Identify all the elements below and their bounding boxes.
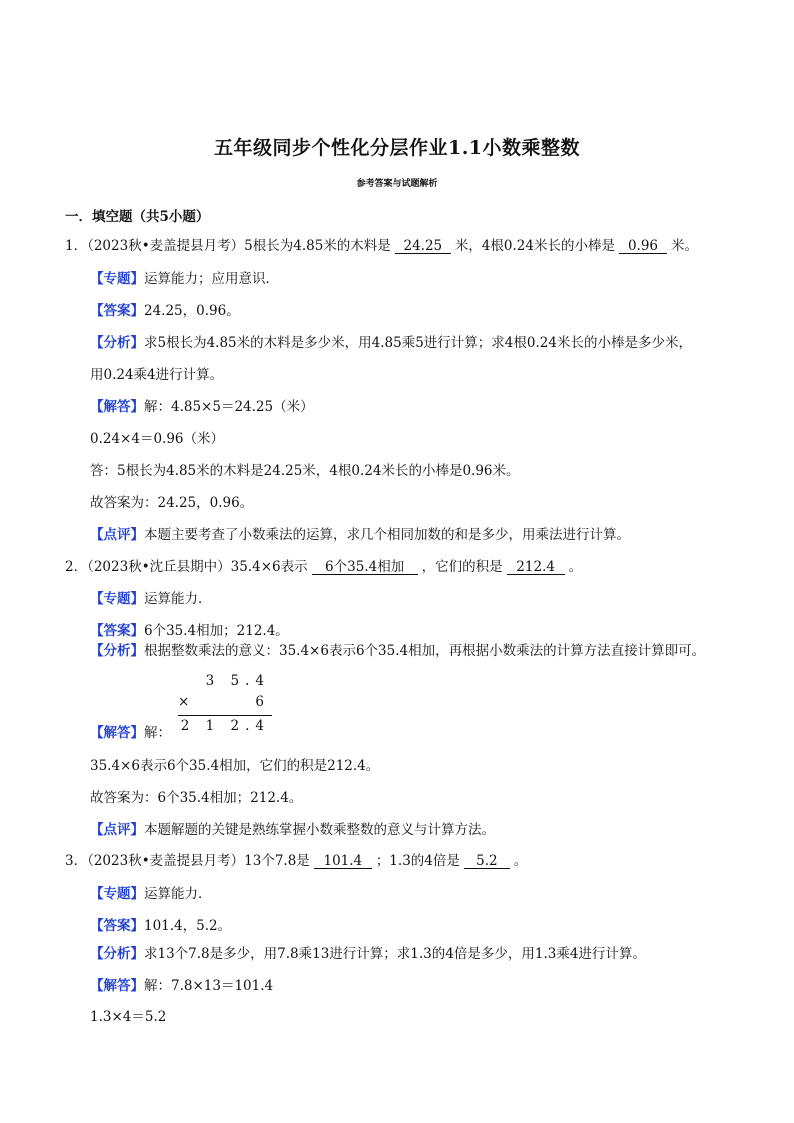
q1-answer: 【答案】24.25，0.96。 <box>90 303 240 319</box>
calc-times-sign: × <box>178 694 190 710</box>
calc-product: 2 1 2.4 <box>180 718 270 734</box>
q1-analysis-cont: 用0.24乘4进行计算。 <box>90 367 224 383</box>
q1-solution-2: 0.24×4＝0.96（米） <box>90 431 225 447</box>
q1-topic: 【专题】运算能力；应用意识． <box>90 271 279 287</box>
q2-blank-2: 212.4 <box>507 560 565 575</box>
q2-topic: 【专题】运算能力． <box>90 591 212 607</box>
q2-stem: 2．（2023秋•沈丘县期中）35.4×6表示 6个35.4相加 ，它们的积是 212.4 。 <box>65 559 583 575</box>
q3-topic: 【专题】运算能力． <box>90 886 212 902</box>
q1-analysis: 【分析】求5根长为4.85米的木料是多少米，用4.85乘5进行计算；求4根0.24米长的小棒是多少米， <box>90 335 692 351</box>
calc-rule <box>178 715 272 716</box>
q1-solution-3: 答：5根长为4.85米的木料是24.25米，4根0.24米长的小棒是0.96米。 <box>90 463 520 479</box>
q1-blank-2: 0.96 <box>619 239 667 254</box>
q1-comment: 【点评】本题主要考查了小数乘法的运算，求几个相同加数的和是多少，用乘法进行计算。 <box>90 527 630 543</box>
q1-solution: 【解答】解：4.85×5＝24.25（米） <box>90 399 314 415</box>
q2-analysis: 【分析】根据整数乘法的意义：35.4×6表示6个35.4相加，再根据小数乘法的计算方法直接计算即可。 <box>90 643 706 659</box>
q1-solution-4: 故答案为：24.25，0.96。 <box>90 495 254 511</box>
page-subtitle: 参考答案与试题解析 <box>356 179 438 189</box>
q2-blank-1: 6个35.4相加 <box>312 560 418 575</box>
q3-analysis: 【分析】求13个7.8是多少，用7.8乘13进行计算；求1.3的4倍是多少，用1.3乘4进行计算。 <box>90 946 646 962</box>
section-heading: 一．填空题（共5小题） <box>65 209 210 225</box>
q3-stem: 3．（2023秋•麦盖提县月考）13个7.8是 101.4 ；1.3的4倍是 5.2 。 <box>65 853 528 869</box>
page-title: 五年级同步个性化分层作业1.1小数乘整数 <box>213 137 581 159</box>
vertical-multiplication <box>178 673 272 739</box>
q2-answer: 【答案】6个35.4相加；212.4。 <box>90 623 289 639</box>
calc-multiplicand: 3 5.4 <box>205 673 270 689</box>
q1-stem: 1．（2023秋•麦盖提县月考）5根长为4.85米的木料是 24.25 米，4根0.24米长的小棒是 0.96 米。 <box>65 238 698 254</box>
q3-answer: 【答案】101.4，5.2。 <box>90 918 232 934</box>
q1-blank-1: 24.25 <box>395 239 451 254</box>
q3-blank-1: 101.4 <box>314 854 372 869</box>
q2-comment: 【点评】本题解题的关键是熟练掌握小数乘整数的意义与计算方法。 <box>90 822 495 838</box>
q3-blank-2: 5.2 <box>464 854 510 869</box>
q2-solution: 【解答】解： <box>90 725 171 741</box>
q3-solution: 【解答】解：7.8×13＝101.4 <box>90 978 274 994</box>
q2-solution-2: 35.4×6表示6个35.4相加，它们的积是212.4。 <box>90 758 380 774</box>
calc-multiplier: 6 <box>255 694 270 710</box>
q2-solution-3: 故答案为：6个35.4相加；212.4。 <box>90 790 303 806</box>
q3-solution-2: 1.3×4＝5.2 <box>90 1009 167 1025</box>
